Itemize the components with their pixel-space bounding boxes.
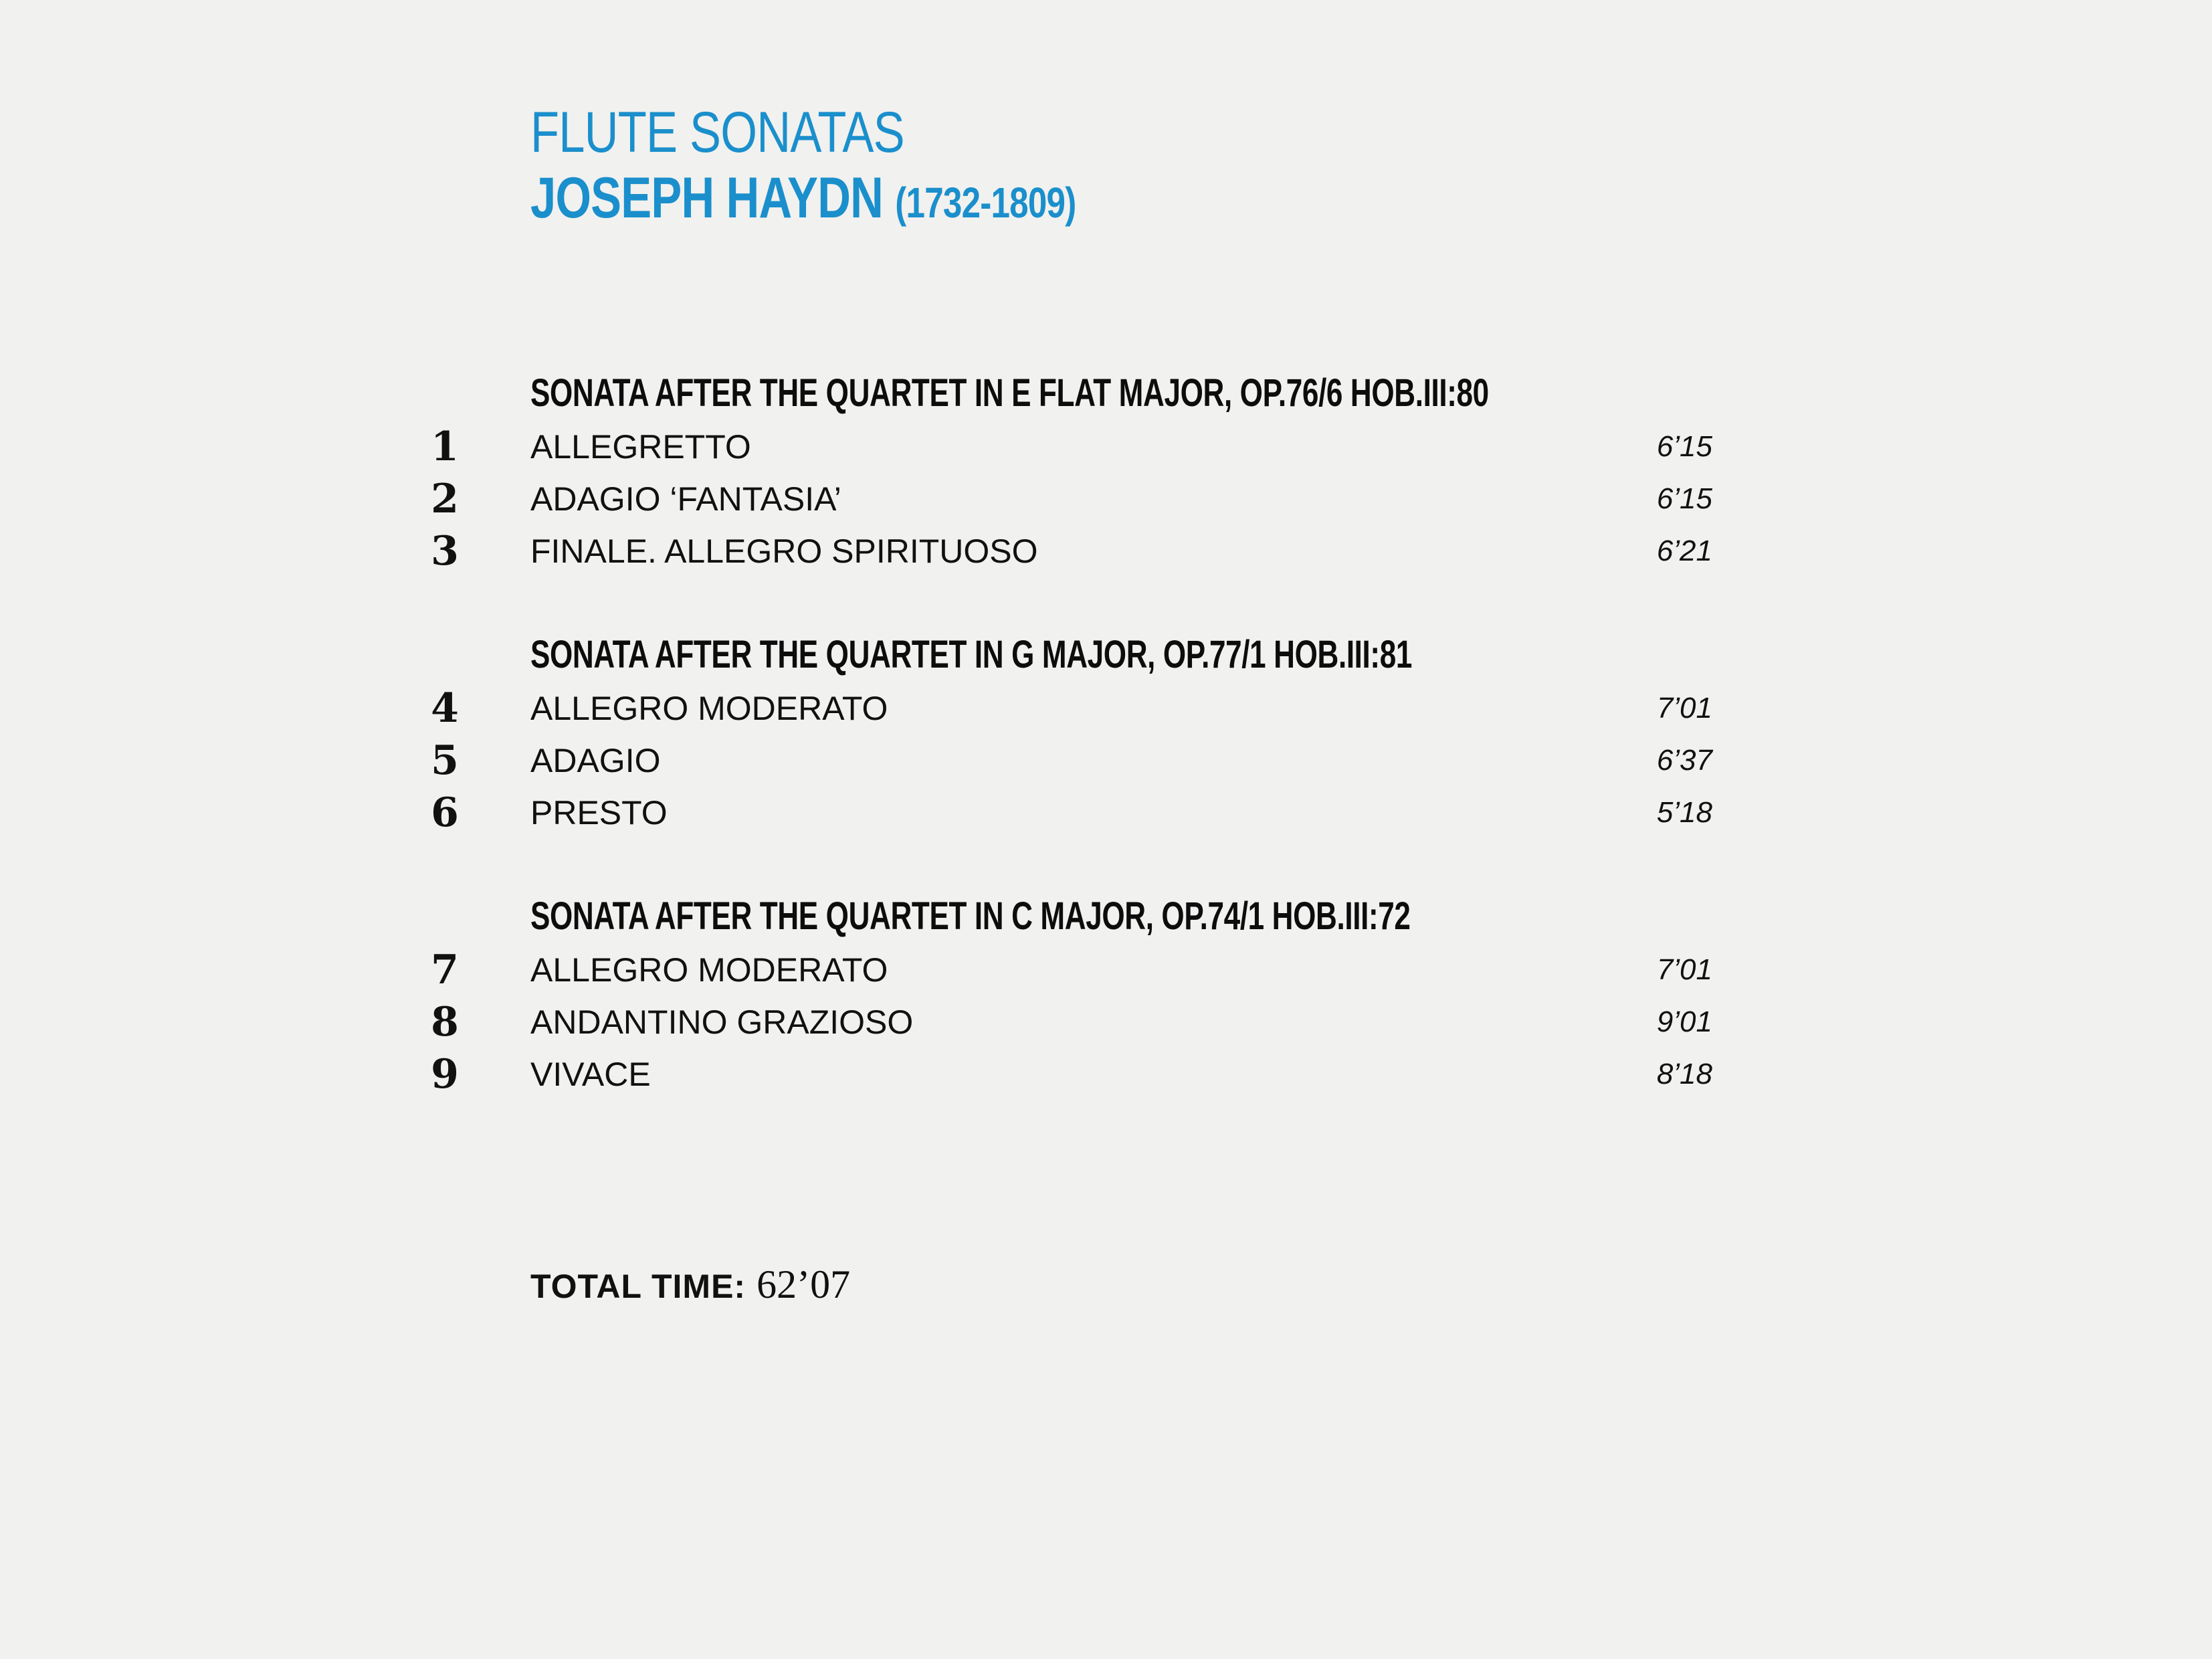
track-number: 4: [431, 685, 459, 732]
track-title: PRESTO: [530, 794, 668, 832]
composer-name: JOSEPH HAYDN: [530, 166, 883, 230]
total-time-value: 62’07: [757, 1262, 851, 1306]
track-duration: 7’01: [1656, 692, 1712, 724]
track-duration: 6’21: [1656, 534, 1712, 567]
track-title: ADAGIO: [530, 742, 661, 779]
track-title: ALLEGRETTO: [530, 428, 751, 466]
sonata-heading: SONATA AFTER THE QUARTET IN G MAJOR, OP.77/1 HOB.III:81: [530, 633, 1412, 676]
track-duration: 6’15: [1656, 430, 1712, 463]
sonata-heading: SONATA AFTER THE QUARTET IN C MAJOR, OP.74/1 HOB.III:72: [530, 894, 1411, 938]
sonata-heading: SONATA AFTER THE QUARTET IN E FLAT MAJOR, OP.76/6 HOB.III:80: [530, 371, 1489, 415]
track-title: ADAGIO ‘FANTASIA’: [530, 480, 841, 518]
composer-dates: (1732-1809): [895, 179, 1076, 227]
track-duration: 9’01: [1656, 1005, 1712, 1038]
track-duration: 7’01: [1656, 953, 1712, 986]
track-title: FINALE. ALLEGRO SPIRITUOSO: [530, 532, 1038, 570]
track-number: 3: [431, 528, 459, 575]
total-time: [530, 1261, 850, 1310]
album-title: FLUTE SONATAS: [530, 100, 904, 165]
track-number: 7: [431, 947, 459, 993]
composer-line: [530, 165, 1076, 236]
track-number: 1: [431, 423, 459, 470]
track-duration: 6’15: [1656, 482, 1712, 515]
track-title: ALLEGRO MODERATO: [530, 951, 888, 989]
track-duration: 8’18: [1656, 1058, 1712, 1090]
track-title: VIVACE: [530, 1056, 651, 1093]
track-number: 2: [431, 476, 459, 522]
track-number: 9: [431, 1051, 459, 1098]
track-number: 8: [431, 999, 459, 1046]
track-number: 5: [431, 737, 459, 784]
track-duration: 6’37: [1656, 744, 1712, 777]
total-time-label: TOTAL TIME:: [530, 1268, 746, 1305]
track-title: ALLEGRO MODERATO: [530, 690, 888, 727]
track-number: 6: [431, 789, 459, 836]
track-title: ANDANTINO GRAZIOSO: [530, 1003, 914, 1041]
album-header: [530, 100, 1212, 236]
track-duration: 5’18: [1656, 796, 1712, 829]
